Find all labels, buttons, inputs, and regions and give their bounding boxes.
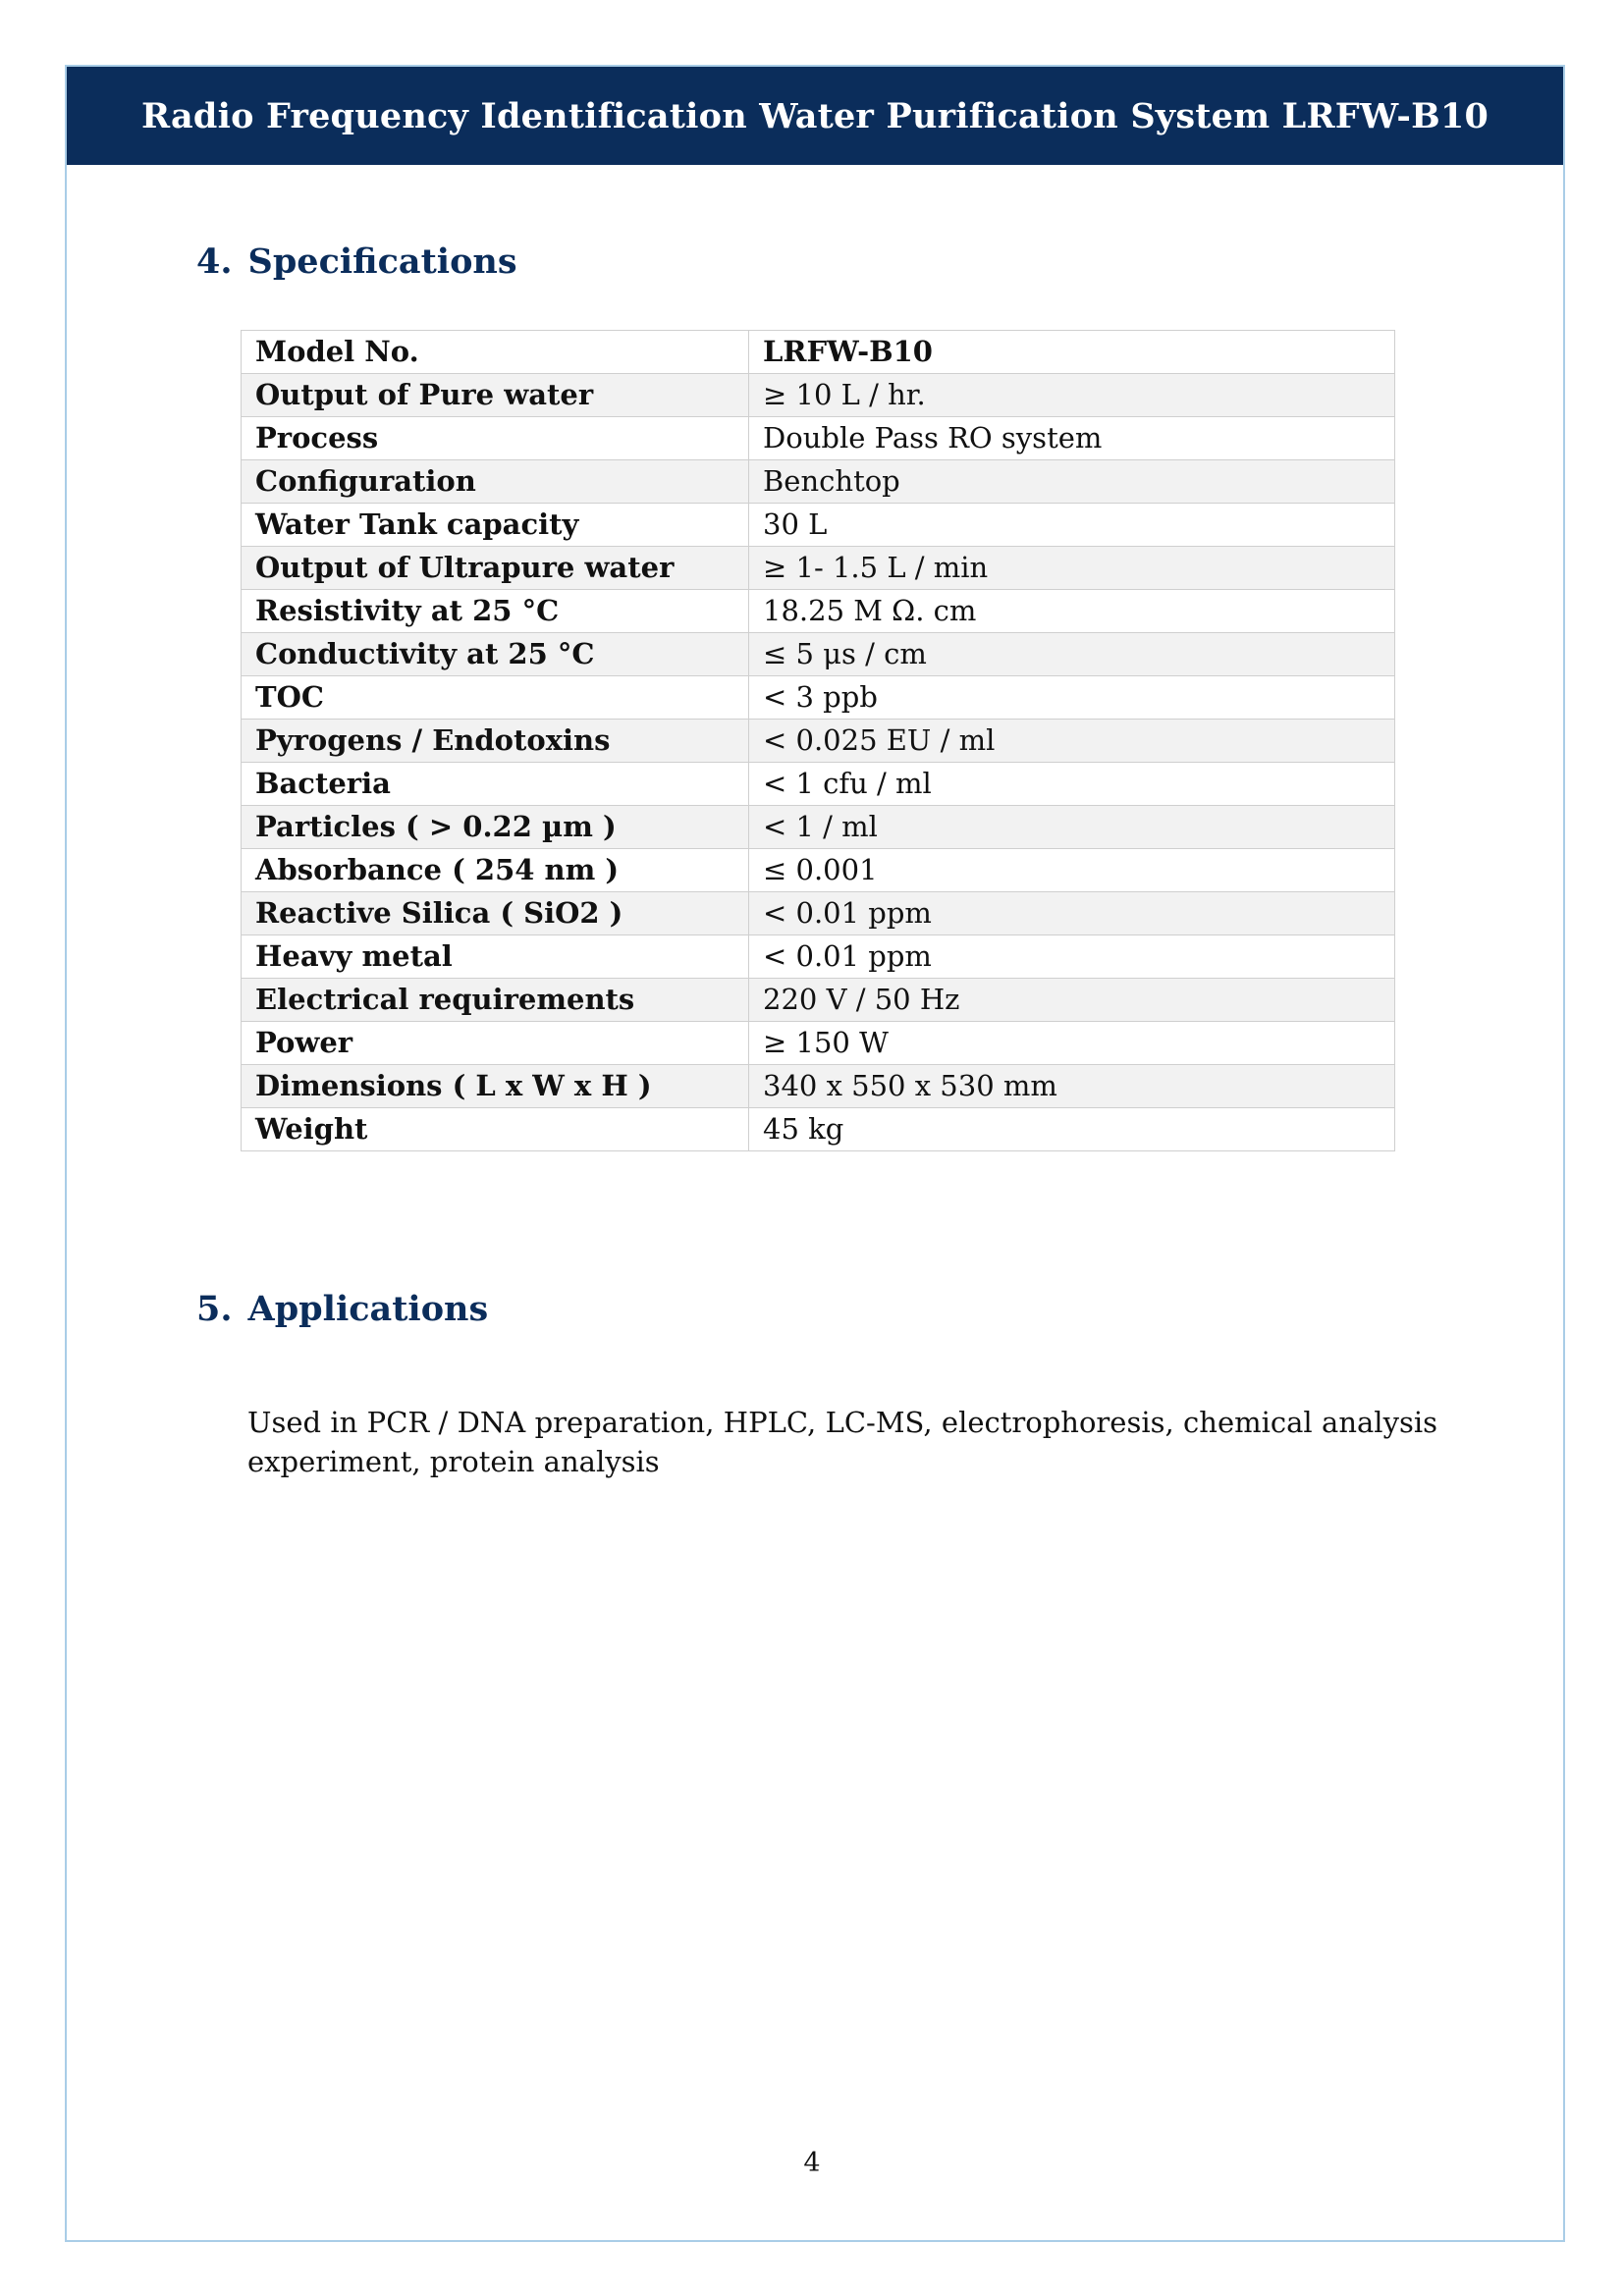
spec-value: ≥ 1- 1.5 L / min (749, 547, 1395, 590)
table-row (242, 590, 1395, 633)
spec-label: Reactive Silica ( SiO2 ) (242, 892, 749, 935)
spec-label: Weight (242, 1108, 749, 1151)
spec-value: < 3 ppb (749, 676, 1395, 720)
table-row (242, 504, 1395, 547)
spec-value: 45 kg (749, 1108, 1395, 1151)
table-row (242, 547, 1395, 590)
spec-value: ≤ 5 μs / cm (749, 633, 1395, 676)
table-row (242, 460, 1395, 504)
spec-value: 220 V / 50 Hz (749, 979, 1395, 1022)
spec-value: LRFW-B10 (749, 331, 1395, 374)
specifications-heading (196, 241, 517, 282)
section-title: Applications (247, 1289, 489, 1329)
section-title: Specifications (247, 241, 517, 282)
spec-label: Bacteria (242, 763, 749, 806)
applications-paragraph: Used in PCR / DNA preparation, HPLC, LC-MS, electrophoresis, chemical analysis experiment, protein analysis (247, 1406, 1437, 1478)
spec-label: Power (242, 1022, 749, 1065)
spec-value: Benchtop (749, 460, 1395, 504)
spec-label: TOC (242, 676, 749, 720)
table-row (242, 720, 1395, 763)
spec-value: < 0.01 ppm (749, 935, 1395, 979)
spec-label: Electrical requirements (242, 979, 749, 1022)
table-row (242, 935, 1395, 979)
spec-label: Process (242, 417, 749, 460)
table-row (242, 979, 1395, 1022)
table-row (242, 331, 1395, 374)
section-number: 4. (196, 241, 233, 282)
header-banner (67, 67, 1563, 165)
table-row (242, 633, 1395, 676)
page-number: 4 (803, 2148, 821, 2178)
spec-label: Water Tank capacity (242, 504, 749, 547)
spec-label: Absorbance ( 254 nm ) (242, 849, 749, 892)
applications-heading (196, 1289, 488, 1329)
table-row (242, 1108, 1395, 1151)
spec-value: ≥ 150 W (749, 1022, 1395, 1065)
spec-value: 18.25 M Ω. cm (749, 590, 1395, 633)
spec-value: ≥ 10 L / hr. (749, 374, 1395, 417)
table-row (242, 676, 1395, 720)
spec-value: < 1 / ml (749, 806, 1395, 849)
spec-value: Double Pass RO system (749, 417, 1395, 460)
spec-label: Pyrogens / Endotoxins (242, 720, 749, 763)
table-row (242, 806, 1395, 849)
spec-value: 340 x 550 x 530 mm (749, 1065, 1395, 1108)
table-row (242, 1065, 1395, 1108)
spec-value: 30 L (749, 504, 1395, 547)
spec-value: ≤ 0.001 (749, 849, 1395, 892)
spec-label: Conductivity at 25 °C (242, 633, 749, 676)
spec-label: Output of Ultrapure water (242, 547, 749, 590)
table-row (242, 417, 1395, 460)
table-row (242, 374, 1395, 417)
table-row (242, 763, 1395, 806)
table-row (242, 849, 1395, 892)
spec-label: Configuration (242, 460, 749, 504)
spec-label: Output of Pure water (242, 374, 749, 417)
spec-value: < 0.025 EU / ml (749, 720, 1395, 763)
section-number: 5. (196, 1289, 233, 1329)
spec-label: Dimensions ( L x W x H ) (242, 1065, 749, 1108)
spec-label: Heavy metal (242, 935, 749, 979)
document-title: Radio Frequency Identification Water Purification System LRFW-B10 (140, 95, 1489, 136)
specifications-table (241, 330, 1395, 1151)
spec-value: < 1 cfu / ml (749, 763, 1395, 806)
table-row (242, 1022, 1395, 1065)
spec-label: Model No. (242, 331, 749, 374)
spec-value: < 0.01 ppm (749, 892, 1395, 935)
table-row (242, 892, 1395, 935)
spec-label: Resistivity at 25 °C (242, 590, 749, 633)
spec-label: Particles ( > 0.22 µm ) (242, 806, 749, 849)
